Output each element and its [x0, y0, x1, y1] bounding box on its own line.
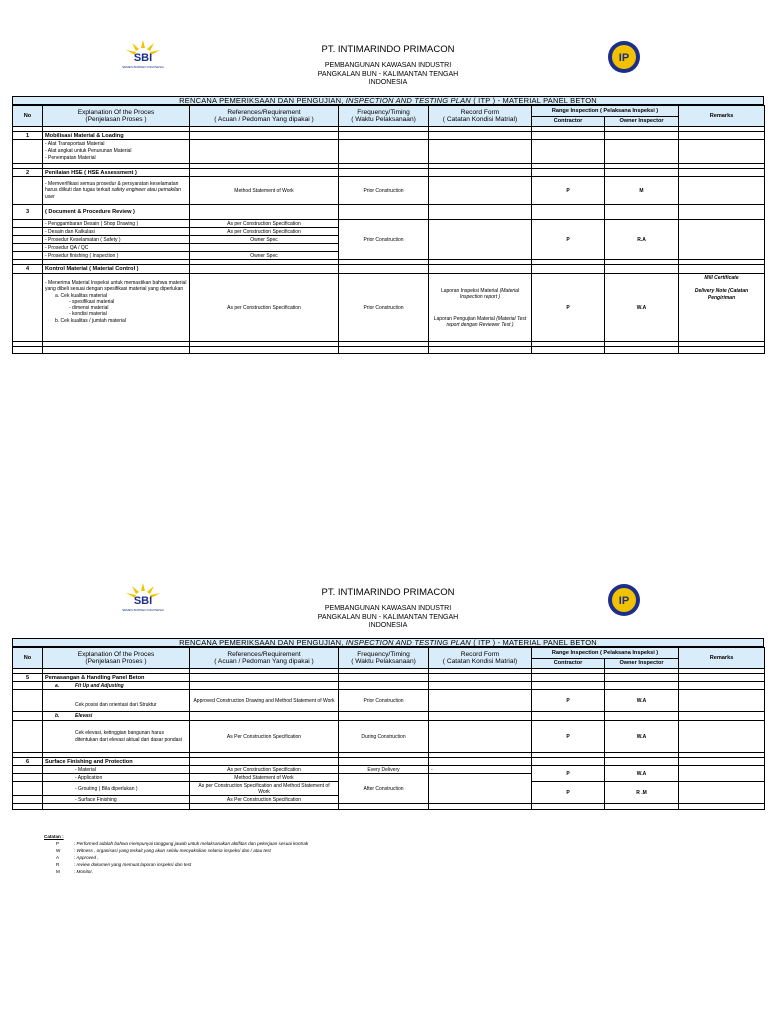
svg-text:IP: IP [618, 52, 630, 64]
col-remarks: Remarks [679, 648, 765, 669]
svg-text:SBI: SBI [133, 52, 153, 64]
list-item: A : Approved , [56, 855, 99, 860]
list-item: W : Witness , organisasi yang terkait yang akan selalu menyaksikan selama inspeksi dan / atau test [56, 848, 271, 853]
table-row: b. Elevasi [13, 712, 765, 721]
col-no: No [13, 648, 43, 669]
col-range: Range Inspection ( Pelaksana Inspeksi ) [532, 648, 679, 659]
col-record: Record Form ( Catatan Kondisi Matrial) [429, 648, 532, 669]
table-row: 4 Kontrol Material ( Material Control ) [13, 265, 765, 274]
table-row: - Material As per Construction Specification Every Delivery - P W.A [13, 766, 765, 774]
company-logo [607, 583, 641, 617]
itp-table [12, 647, 765, 810]
svg-text:IP: IP [618, 595, 630, 607]
table-row: 1 Mobilisasi Material & Loading [13, 132, 765, 140]
table-row: - Prosedur QA / QC [13, 244, 765, 252]
svg-text:SEMEN BORNEO INDONESIA: SEMEN BORNEO INDONESIA [122, 608, 164, 612]
col-no: No [13, 106, 43, 127]
table-row: a. Fit Up and Adjusting [13, 682, 765, 690]
company-name: PT. INTIMARINDO PRIMACON [321, 587, 455, 598]
list-item: P : Performed adalah bahwa mempunyai tanggung jawab untuk melaksanakan aktifitas dan pekerjaan sesuai kontrak [56, 841, 309, 846]
table-row: 5 Pemasangan & Handling Panel Beton [13, 674, 765, 682]
col-frequency: Frequency/Timing ( Waktu Pelaksanaan) [339, 106, 429, 127]
table-row: - Grouting ( Bila diperlukan ) As per Construction Specification and Method Statement of Work P R .M [13, 782, 765, 796]
col-owner: Owner Inspector [605, 117, 679, 127]
table-row: - Desain dan Kalkulasi As per Construction Specification [13, 228, 765, 236]
company-logo [607, 40, 641, 74]
col-remarks: Remarks [679, 106, 765, 127]
table-row: 6 Surface Finishing and Protection [13, 758, 765, 766]
svg-text:SBI: SBI [133, 595, 153, 607]
table-row: 2 Penilaian HSE ( HSE Assessment ) [13, 169, 765, 177]
col-owner: Owner Inspector [605, 659, 679, 669]
col-references: References/Requirement ( Acuan / Pedoman Yang dipakai ) [190, 106, 339, 127]
project-name: PEMBANGUNAN KAWASAN INDUSTRI PANGKALAN BUN - KALIMANTAN TENGAH INDONESIA [317, 62, 459, 86]
list-item: M : Monitor. [56, 869, 93, 874]
col-range: Range Inspection ( Pelaksana Inspeksi ) [532, 106, 679, 117]
table-row: Cek posisi dan orientasi dari Struktur Approved Construction Drawing and Method Statement of Work Prior Construction P W.A [13, 690, 765, 712]
col-contractor: Contractor [532, 117, 605, 127]
table-row: 3 ( Document & Procedure Review ) [13, 205, 765, 220]
itp-title-bar: RENCANA PEMERIKSAAN DAN PENGUJIAN, INSPECTION AND TESTING PLAN ( ITP ) - MATERIAL PANEL BETON [12, 96, 764, 105]
itp-table [12, 105, 765, 354]
table-row: - Prosedur finishing ( Inspection ) Owner Spec [13, 252, 765, 260]
legend-notes: Catatan : P : Performed adalah bahwa mempunyai tanggung jawab untuk melaksanakan aktifitas dan pekerjaan sesuai kontrak W : Witness , organisasi yang terkait yang akan selalu menyaksikan selama inspeksi dan / atau test A : Approved , R : review dokumen yang memuat laporan inspeksi dan test M : Monitor. [44, 834, 309, 874]
table-row: - Menerima Material Inspeksi untuk memastikan bahwa material yang dibeli sesuai dengan spesifikasi material yang diperlukan a. Cek kualitas material - spesifikasi material - dimensi material - kondisi material b. Cek kualitas / jumlah material As per Construction Specification Prior Construction Laporan Inspeksi Material (Material Inspection report ) Laporan Pengujian Material (Material Test report dengan Reviewer Test ) P W.A Mill Certificate Delivery Note (Catatan Pengiriman [13, 274, 765, 342]
table-row: - Memverifikasi semua prosedur & persyaratan keselamatan harus diikuti dan tugas terkait safety engineer atau pemakilan user Method Statement of Work Prior Construction P M [13, 177, 765, 205]
table-row: - Penggambaran Desain ( Shop Drawing ) As per Construction Specification Prior Construction P R.A [13, 220, 765, 228]
company-name: PT. INTIMARINDO PRIMACON [321, 44, 455, 55]
table-row: Cek elevasi, ketinggian bangunan harus ditentukan dari elevasi aktual dari dasar pondasi As Per Construction Specification During Construction P W.A [13, 721, 765, 753]
table-row: - Prosedur Keselamatan ( Safety ) Owner Spec [13, 236, 765, 244]
table-row: - Surface Finishing As Per Construction Specification [13, 796, 765, 804]
col-explanation: Explanation Of the Proces (Penjelasan Proses ) [43, 106, 190, 127]
col-explanation: Explanation Of the Proces (Penjelasan Proses ) [43, 648, 190, 669]
col-references: References/Requirement ( Acuan / Pedoman Yang dipakai ) [190, 648, 339, 669]
itp-title-bar: RENCANA PEMERIKSAAN DAN PENGUJIAN, INSPECTION AND TESTING PLAN ( ITP ) - MATERIAL PANEL BETON [12, 638, 764, 647]
col-contractor: Contractor [532, 659, 605, 669]
project-name: PEMBANGUNAN KAWASAN INDUSTRI PANGKALAN BUN - KALIMANTAN TENGAH INDONESIA [317, 605, 459, 629]
table-row: - Application Method Statement of Work After Construction [13, 774, 765, 782]
col-frequency: Frequency/Timing ( Waktu Pelaksanaan) [339, 648, 429, 669]
table-row: - Alat Transportasi Material - Alat angkat untuk Penurunan Material - Penempatan Material [13, 140, 765, 164]
list-item: R : review dokumen yang memuat laporan inspeksi dan test [56, 862, 192, 867]
col-record: Record Form ( Catatan Kondisi Matrial) [429, 106, 532, 127]
svg-text:SEMEN BORNEO INDONESIA: SEMEN BORNEO INDONESIA [122, 65, 164, 69]
